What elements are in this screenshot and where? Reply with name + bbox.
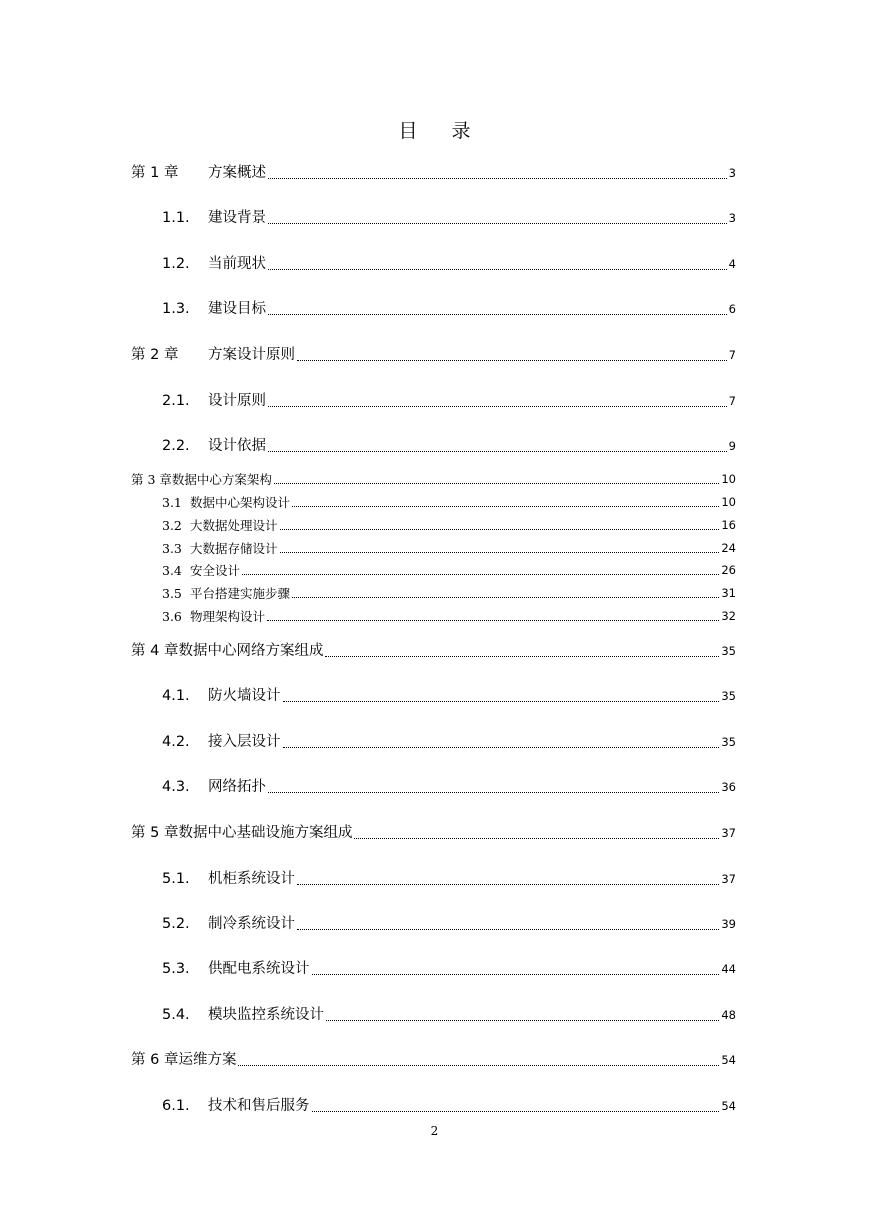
toc-entry-page: 37 bbox=[721, 826, 736, 840]
toc-leader-dots bbox=[267, 620, 719, 621]
toc-entry-label: 第 4 章数据中心网络方案组成 bbox=[131, 643, 324, 659]
toc-entry-page: 35 bbox=[721, 735, 736, 749]
toc-leader-dots bbox=[268, 451, 727, 452]
toc-entry-label: 建设目标 bbox=[208, 301, 266, 317]
toc-entry-section-3-2[interactable] bbox=[162, 518, 736, 533]
toc-entry-section-2-1[interactable] bbox=[162, 392, 736, 410]
toc-entry-page: 10 bbox=[721, 472, 736, 486]
toc-entry-label: 设计原则 bbox=[208, 393, 266, 409]
toc-entry-section-1-1[interactable] bbox=[162, 209, 736, 227]
toc-entry-number: 第 2 章 bbox=[131, 347, 179, 363]
toc-entry-page: 31 bbox=[721, 586, 736, 600]
toc-entry-number: 5.4. bbox=[162, 1007, 190, 1023]
toc-entry-page: 10 bbox=[721, 495, 736, 509]
toc-entry-number: 3.6 bbox=[162, 609, 182, 624]
toc-leader-dots bbox=[268, 406, 727, 407]
toc-entry-label: 物理架构设计 bbox=[190, 609, 266, 624]
toc-entry-section-3-3[interactable] bbox=[162, 541, 736, 556]
toc-entry-page: 36 bbox=[721, 780, 736, 794]
toc-leader-dots bbox=[274, 483, 719, 484]
toc-entry-chapter-1[interactable] bbox=[131, 164, 736, 182]
toc-entry-page: 39 bbox=[721, 917, 736, 931]
toc-entry-section-5-4[interactable] bbox=[162, 1006, 736, 1024]
toc-leader-dots bbox=[283, 747, 720, 748]
toc-entry-section-1-2[interactable] bbox=[162, 255, 736, 273]
toc-entry-label: 数据中心架构设计 bbox=[190, 495, 291, 510]
toc-leader-dots bbox=[268, 792, 719, 793]
toc-entry-chapter-4[interactable] bbox=[131, 642, 736, 660]
toc-entry-section-5-3[interactable] bbox=[162, 960, 736, 978]
toc-leader-dots bbox=[280, 529, 720, 530]
toc-entry-page: 48 bbox=[721, 1008, 736, 1022]
toc-entry-chapter-3[interactable] bbox=[131, 472, 736, 487]
toc-entry-number: 4.2. bbox=[162, 734, 190, 750]
toc-entry-page: 3 bbox=[728, 211, 736, 225]
toc-entry-number: 5.2. bbox=[162, 916, 190, 932]
toc-entry-label: 平台搭建实施步骤 bbox=[190, 586, 291, 601]
toc-entry-page: 3 bbox=[728, 166, 736, 180]
toc-entry-label: 建设背景 bbox=[208, 210, 266, 226]
toc-entry-number: 3.5 bbox=[162, 586, 182, 601]
toc-entry-number: 第 1 章 bbox=[131, 165, 179, 181]
toc-leader-dots bbox=[312, 974, 720, 975]
toc-entry-page: 32 bbox=[721, 609, 736, 623]
toc-entry-number: 1.2. bbox=[162, 256, 190, 272]
toc-entry-page: 35 bbox=[721, 689, 736, 703]
toc-entry-section-1-3[interactable] bbox=[162, 300, 736, 318]
toc-entry-section-4-3[interactable] bbox=[162, 778, 736, 796]
toc-entry-page: 44 bbox=[721, 962, 736, 976]
toc-entry-page: 16 bbox=[721, 518, 736, 532]
toc-entry-chapter-6[interactable] bbox=[131, 1051, 736, 1069]
toc-leader-dots bbox=[312, 1111, 720, 1112]
toc-leader-dots bbox=[283, 701, 720, 702]
toc-entry-label: 机柜系统设计 bbox=[208, 871, 295, 887]
toc-entry-page: 24 bbox=[721, 541, 736, 555]
toc-entry-label: 网络拓扑 bbox=[208, 779, 266, 795]
toc-leader-dots bbox=[238, 1065, 719, 1066]
toc-entry-page: 7 bbox=[728, 348, 736, 362]
toc-entry-label: 技术和售后服务 bbox=[208, 1098, 310, 1114]
toc-entry-label: 供配电系统设计 bbox=[208, 961, 310, 977]
toc-entry-label: 方案概述 bbox=[208, 165, 266, 181]
toc-entry-page: 54 bbox=[721, 1053, 736, 1067]
toc-entry-page: 7 bbox=[728, 394, 736, 408]
toc-entry-page: 9 bbox=[728, 439, 736, 453]
toc-leader-dots bbox=[268, 269, 727, 270]
toc-leader-dots bbox=[326, 1020, 719, 1021]
toc-entry-number: 5.3. bbox=[162, 961, 190, 977]
toc-title bbox=[0, 116, 869, 143]
toc-leader-dots bbox=[354, 838, 719, 839]
toc-entry-number: 5.1. bbox=[162, 871, 190, 887]
toc-leader-dots bbox=[268, 223, 727, 224]
toc-entry-page: 4 bbox=[728, 257, 736, 271]
toc-leader-dots bbox=[292, 506, 719, 507]
toc-entry-label: 接入层设计 bbox=[208, 734, 281, 750]
toc-entry-section-3-5[interactable] bbox=[162, 586, 736, 601]
toc-leader-dots bbox=[325, 656, 719, 657]
toc-entry-chapter-5[interactable] bbox=[131, 824, 736, 842]
toc-entry-section-3-1[interactable] bbox=[162, 495, 736, 510]
toc-entry-label: 大数据处理设计 bbox=[190, 518, 278, 533]
toc-entry-number: 3.3 bbox=[162, 541, 182, 556]
toc-entry-number: 2.1. bbox=[162, 393, 190, 409]
toc-leader-dots bbox=[268, 314, 727, 315]
toc-entry-section-5-1[interactable] bbox=[162, 870, 736, 888]
toc-entry-section-4-1[interactable] bbox=[162, 687, 736, 705]
toc-leader-dots bbox=[297, 929, 719, 930]
toc-entry-label: 防火墙设计 bbox=[208, 688, 281, 704]
toc-entry-number: 3.4 bbox=[162, 563, 182, 578]
toc-entry-label: 模块监控系统设计 bbox=[208, 1007, 324, 1023]
toc-entry-page: 37 bbox=[721, 872, 736, 886]
toc-entry-label: 设计依据 bbox=[208, 438, 266, 454]
toc-entry-section-3-6[interactable] bbox=[162, 609, 736, 624]
toc-leader-dots bbox=[297, 360, 727, 361]
toc-entry-label: 第 3 章数据中心方案架构 bbox=[131, 472, 272, 487]
toc-leader-dots bbox=[268, 178, 727, 179]
toc-entry-section-2-2[interactable] bbox=[162, 437, 736, 455]
toc-entry-number: 4.1. bbox=[162, 688, 190, 704]
page-number-footer: 2 bbox=[430, 1124, 439, 1138]
toc-entry-label: 第 5 章数据中心基础设施方案组成 bbox=[131, 825, 353, 841]
toc-entry-page: 54 bbox=[721, 1099, 736, 1113]
toc-title-char-1: 目 bbox=[398, 120, 418, 142]
toc-entry-label: 安全设计 bbox=[190, 563, 241, 578]
toc-entry-number: 4.3. bbox=[162, 779, 190, 795]
toc-entry-label: 制冷系统设计 bbox=[208, 916, 295, 932]
toc-leader-dots bbox=[280, 552, 720, 553]
toc-entry-section-6-1[interactable] bbox=[162, 1097, 736, 1115]
toc-entry-number: 6.1. bbox=[162, 1098, 190, 1114]
toc-entry-label: 当前现状 bbox=[208, 256, 266, 272]
toc-entry-number: 2.2. bbox=[162, 438, 190, 454]
toc-entry-section-3-4[interactable] bbox=[162, 563, 736, 578]
toc-entry-number: 1.3. bbox=[162, 301, 190, 317]
toc-entry-section-4-2[interactable] bbox=[162, 733, 736, 751]
toc-entry-page: 35 bbox=[721, 644, 736, 658]
toc-entry-number: 3.1 bbox=[162, 495, 182, 510]
toc-entry-label: 大数据存储设计 bbox=[190, 541, 278, 556]
toc-entry-label: 第 6 章运维方案 bbox=[131, 1052, 237, 1068]
toc-entry-page: 6 bbox=[728, 302, 736, 316]
toc-title-char-2: 录 bbox=[451, 120, 471, 142]
toc-entry-number: 1.1. bbox=[162, 210, 190, 226]
toc-entry-chapter-2[interactable] bbox=[131, 346, 736, 364]
toc-leader-dots bbox=[242, 574, 719, 575]
toc-entry-section-5-2[interactable] bbox=[162, 915, 736, 933]
toc-entry-label: 方案设计原则 bbox=[208, 347, 295, 363]
toc-entry-number: 3.2 bbox=[162, 518, 182, 533]
toc-leader-dots bbox=[297, 884, 719, 885]
toc-leader-dots bbox=[292, 597, 719, 598]
toc-entry-page: 26 bbox=[721, 563, 736, 577]
